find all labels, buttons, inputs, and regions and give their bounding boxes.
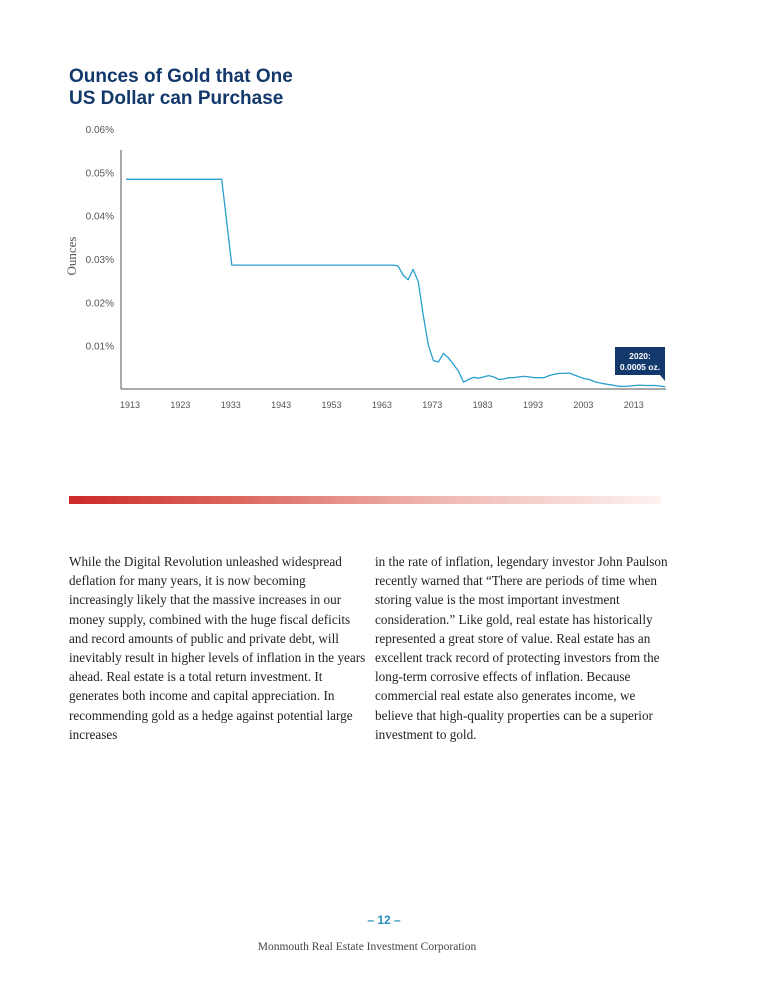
gradient-divider [69, 496, 661, 504]
x-tick-label: 1963 [371, 400, 392, 410]
y-tick-label: 0.05% [85, 168, 114, 180]
y-tick-label: 0.04% [85, 211, 114, 223]
line-chart [0, 0, 768, 430]
x-tick-label: 2003 [573, 400, 594, 410]
y-axis-label: Ounces [64, 236, 79, 276]
callout-line-1: 2020: [629, 351, 651, 361]
x-tick-label: 1923 [170, 400, 191, 410]
y-tick-labels [86, 125, 114, 353]
callout-2020 [615, 347, 665, 381]
page-number: – 12 – [367, 913, 401, 927]
x-tick-label: 1953 [321, 400, 342, 410]
y-tick-label: 0.02% [85, 298, 114, 310]
x-tick-label: 1943 [271, 400, 292, 410]
x-tick-label: 1933 [220, 400, 241, 410]
chart-title-line-1: Ounces of Gold that One [69, 66, 293, 87]
callout-pointer [660, 375, 665, 381]
x-tick-label: 1913 [119, 400, 141, 410]
x-tick-label: 1993 [522, 400, 544, 410]
y-tick-label: 0.03% [85, 255, 114, 266]
chart-title-line-2: US Dollar can Purchase [69, 88, 284, 109]
y-tick-label: 0.01% [85, 341, 114, 353]
x-tick-labels [120, 400, 644, 410]
x-tick-label: 1973 [422, 400, 443, 410]
y-tick-label: 0.06% [85, 125, 114, 136]
body-text-left-column: While the Digital Revolution unleashed widespread deflation for many years, it is now becoming increasingly likely that the massive increases in our money supply, combined with the huge fiscal deficits and record amounts of public and private debt, will inevitably result in higher levels of inflation in the years ahead. Real estate is a total return investment. It generates both income and capital appreciation. In recommending gold as a hedge against potential large increases [69, 554, 366, 742]
footer-company-name: Monmouth Real Estate Investment Corporation [257, 941, 477, 953]
x-tick-label: 2013 [623, 400, 644, 410]
gold-per-dollar-line [126, 179, 665, 386]
body-text-right-column: in the rate of inflation, legendary investor John Paulson recently warned that “There are periods of time when storing value is the most important investment consideration.” Like gold, real estate has historically represented a great store of value. Real estate has an excellent track record of protecting investors from the long-term corrosive effects of inflation. Because commercial real estate also generates income, we believe that high-quality properties can be a superior investment to gold. [375, 554, 668, 742]
x-tick-label: 1983 [472, 400, 493, 410]
callout-line-2: 0.0005 oz. [619, 362, 661, 372]
